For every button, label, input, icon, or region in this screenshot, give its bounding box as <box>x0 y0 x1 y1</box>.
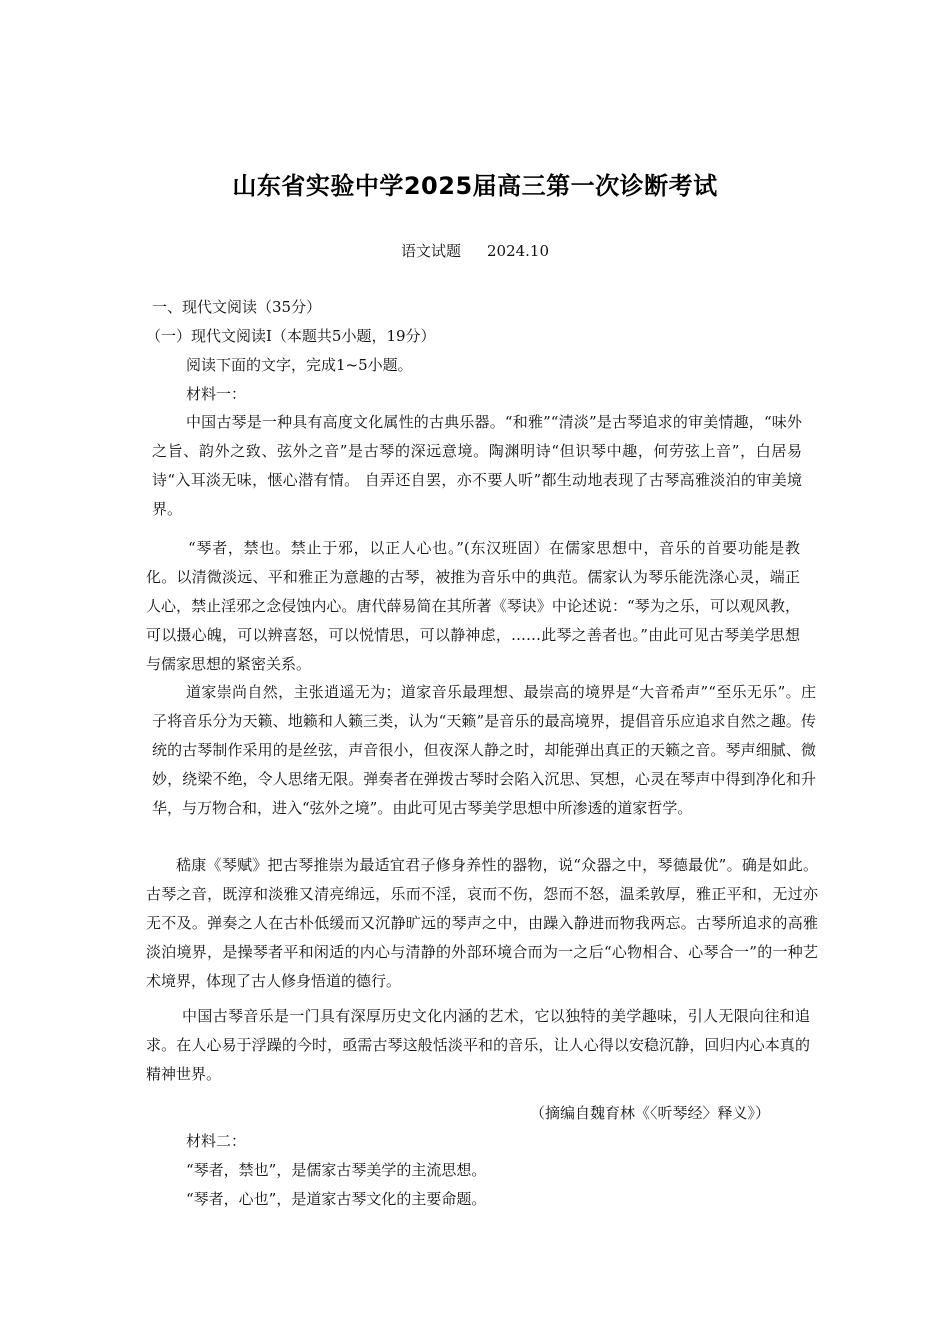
subject-label: 语文试题 <box>400 242 461 260</box>
paragraph-1: 中国古琴是一种具有高度文化属性的古典乐器。“和雅”“清淡”是古琴追求的审美情趣，“味外之旨、韵外之致、弦外之音”是古琴的深远意境。陶渊明诗“但识琴中趣，何劳弦上音”，白居易诗“入耳淡无味，惬心潜有情。 自弄还自罢，亦不要人听”都生动地表现了古琴高雅淡泊的审美境界。 <box>152 413 802 518</box>
material1-label: 材料一： <box>186 385 247 403</box>
paragraph-4: 嵇康《琴赋》把古琴推崇为最适宜君子修身养性的器物，说“众器之中，琴德最优”。确是如此。古琴之音，既淳和淡雅又清亮绵远，乐而不淫，哀而不伤，怨而不怒，温柔敦厚，雅正平和，无过亦无不及。弹奏之人在古朴低缓而又沉静旷远的琴声之中，由躁入静进而物我两忘。古琴所追求的高雅淡泊境界，是操琴者平和闲适的内心与清静的外部环境合而为一之后“心物相合、心琴合一”的一种艺术境界，体现了古人修身悟道的德行。 <box>146 856 818 990</box>
section-heading: 一、现代文阅读（35分） <box>152 298 322 316</box>
material2-label: 材料二： <box>186 1132 247 1150</box>
sub-section-heading: （一）现代文阅读Ⅰ（本题共5小题，19分） <box>146 327 436 345</box>
page-title: 山东省实验中学2025届高三第一次诊断考试 <box>232 172 718 200</box>
exam-subtitle <box>0 240 950 261</box>
paragraph-2: “琴者，禁也。禁止于邪，以正人心也。”(东汉班固）在儒家思想中，音乐的首要功能是教化。以清微淡远、平和雅正为意趣的古琴，被推为音乐中的典范。儒家认为琴乐能洗涤心灵，端正人心，禁止淫邪之念侵蚀内心。唐代薛易简在其所著《琴诀》中论述说：“琴为之乐，可以观风教，可以摄心魄，可以辨喜怒，可以悦情思，可以静神虑，……此琴之善者也。”由此可见古琴美学思想与儒家思想的紧密关系。 <box>146 539 800 673</box>
material2-line-1: “琴者，禁也”，是儒家古琴美学的主流思想。 <box>186 1161 487 1179</box>
instruction-text: 阅读下面的文字，完成1~5小题。 <box>186 356 413 374</box>
paragraph-3: 道家崇尚自然，主张逍遥无为；道家音乐最理想、最崇高的境界是“大音希声”“至乐无乐”。庄子将音乐分为天籁、地籁和人籁三类，认为“天籁”是音乐的最高境界，提倡音乐应追求自然之趣。传统的古琴制作采用的是丝弦，声音很小，但夜深人静之时，却能弹出真正的天籁之音。琴声细腻、微妙，绕梁不绝，令人思绪无限。弹奏者在弹拨古琴时会陷入沉思、冥想，心灵在琴声中得到净化和升华，与万物合和，进入“弦外之境”。由此可见古琴美学思想中所渗透的道家哲学。 <box>152 683 816 817</box>
exam-date: 2024.10 <box>486 242 550 260</box>
material2-line-2: “琴者，心也”，是道家古琴文化的主要命题。 <box>186 1190 487 1208</box>
source-citation: （摘编自魏育林《〈听琴经〉释义》） <box>530 1104 771 1122</box>
paragraph-5: 中国古琴音乐是一门具有深厚历史文化内涵的艺术，它以独特的美学趣味，引人无限向往和追求。在人心易于浮躁的今时，亟需古琴这般恬淡平和的音乐，让人心得以安稳沉静，回归内心本真的精神世界。 <box>146 1007 810 1083</box>
